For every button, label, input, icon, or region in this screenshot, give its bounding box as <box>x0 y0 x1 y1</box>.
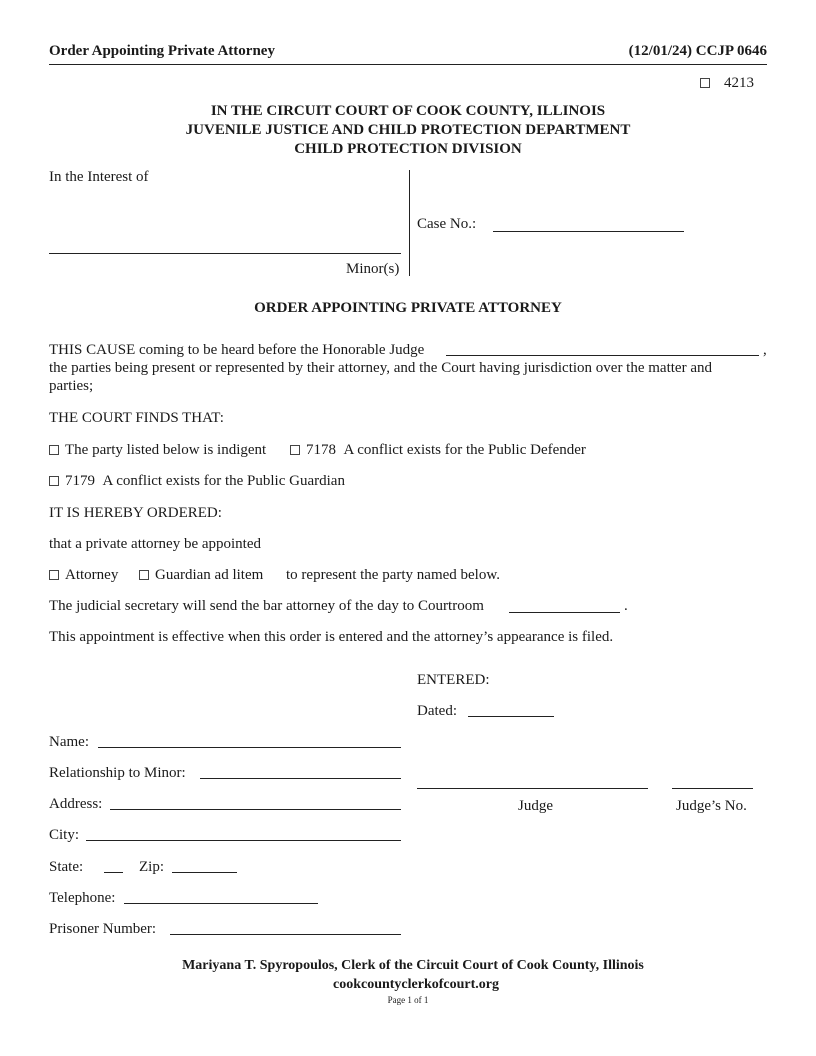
finding-indigent[interactable] <box>49 442 266 459</box>
finding-public-defender[interactable] <box>290 442 586 459</box>
judge-signature-line[interactable] <box>417 788 648 789</box>
name-label: Name: <box>49 734 89 750</box>
order-title: ORDER APPOINTING PRIVATE ATTORNEY <box>254 300 562 316</box>
zip-field[interactable] <box>172 872 237 873</box>
gal-checkbox[interactable] <box>139 570 149 580</box>
prisoner-field[interactable] <box>170 934 401 935</box>
page-number: Page 1 of 1 <box>387 995 429 1005</box>
option-attorney[interactable] <box>49 567 118 584</box>
telephone-field[interactable] <box>124 903 318 904</box>
secretary-text: The judicial secretary will send the bar attorney of the day to Courtroom <box>49 598 484 614</box>
cause-line-2: the parties being present or represented by their attorney, and the Court having jurisdiction over the matter and <box>49 360 712 376</box>
public-defender-checkbox[interactable] <box>290 445 300 455</box>
prisoner-label: Prisoner Number: <box>49 921 157 937</box>
cause-prefix: THIS CAUSE coming to be heard before the Honorable Judge <box>49 342 425 358</box>
entered-label: ENTERED: <box>417 672 490 688</box>
case-no-label: Case No.: <box>417 216 477 232</box>
gal-label: Guardian ad litem <box>155 567 264 583</box>
attorney-label: Attorney <box>65 567 119 583</box>
caption-divider <box>409 170 410 276</box>
indigent-checkbox[interactable] <box>49 445 59 455</box>
form-code: (12/01/24) CCJP 0646 <box>628 43 767 59</box>
judge-name-field[interactable] <box>446 355 759 356</box>
code-4213[interactable] <box>700 75 754 92</box>
dated-field[interactable] <box>468 716 554 717</box>
code-4213-label: 4213 <box>724 75 754 91</box>
address-label: Address: <box>49 796 103 812</box>
effective-text: This appointment is effective when this order is entered and the attorney’s appearance is filed. <box>49 629 614 645</box>
represent-text: to represent the party named below. <box>286 567 500 583</box>
courtroom-field[interactable] <box>509 612 620 613</box>
telephone-label: Telephone: <box>49 890 116 906</box>
judge-label: Judge <box>518 798 553 814</box>
name-field[interactable] <box>98 747 401 748</box>
court-finds: THE COURT FINDS THAT: <box>49 410 224 426</box>
address-field[interactable] <box>110 809 401 810</box>
judge-number-line[interactable] <box>672 788 753 789</box>
pg-label: A conflict exists for the Public Guardian <box>102 473 345 489</box>
in-interest-of: In the Interest of <box>49 169 149 185</box>
pg-code: 7179 <box>65 473 95 489</box>
relationship-label: Relationship to Minor: <box>49 765 186 781</box>
pd-code: 7178 <box>306 442 336 458</box>
secretary-period: . <box>624 598 628 614</box>
cause-line-3: parties; <box>49 378 94 394</box>
case-no-field[interactable] <box>493 231 684 232</box>
city-label: City: <box>49 827 80 843</box>
pd-label: A conflict exists for the Public Defender <box>343 442 586 458</box>
state-field[interactable] <box>104 872 123 873</box>
public-guardian-checkbox[interactable] <box>49 476 59 486</box>
clerk-footer: Mariyana T. Spyropoulos, Clerk of the Circuit Court of Cook County, Illinois <box>182 958 644 973</box>
minor-name-line[interactable] <box>49 253 401 254</box>
form-title: Order Appointing Private Attorney <box>49 43 275 59</box>
attorney-appointed: that a private attorney be appointed <box>49 536 261 552</box>
court-line-2: JUVENILE JUSTICE AND CHILD PROTECTION DEPARTMENT <box>185 122 631 138</box>
indigent-label: The party listed below is indigent <box>65 442 267 458</box>
relationship-field[interactable] <box>200 778 401 779</box>
zip-label: Zip: <box>139 859 164 875</box>
header-rule <box>49 64 767 65</box>
code-4213-checkbox[interactable] <box>700 78 710 88</box>
judge-no-label: Judge’s No. <box>676 798 747 814</box>
dated-label: Dated: <box>417 703 457 719</box>
hereby-ordered: IT IS HEREBY ORDERED: <box>49 505 222 521</box>
option-guardian-ad-litem[interactable] <box>139 567 263 584</box>
attorney-checkbox[interactable] <box>49 570 59 580</box>
cause-line-1 <box>49 342 424 359</box>
website-footer: cookcountyclerkofcourt.org <box>332 977 500 992</box>
finding-public-guardian[interactable] <box>49 473 345 490</box>
court-line-3: CHILD PROTECTION DIVISION <box>294 141 522 157</box>
court-line-1: IN THE CIRCUIT COURT OF COOK COUNTY, ILLINOIS <box>210 103 606 119</box>
cause-comma: , <box>763 342 767 358</box>
city-field[interactable] <box>86 840 401 841</box>
minors-label: Minor(s) <box>346 261 400 277</box>
state-label: State: <box>49 859 84 875</box>
